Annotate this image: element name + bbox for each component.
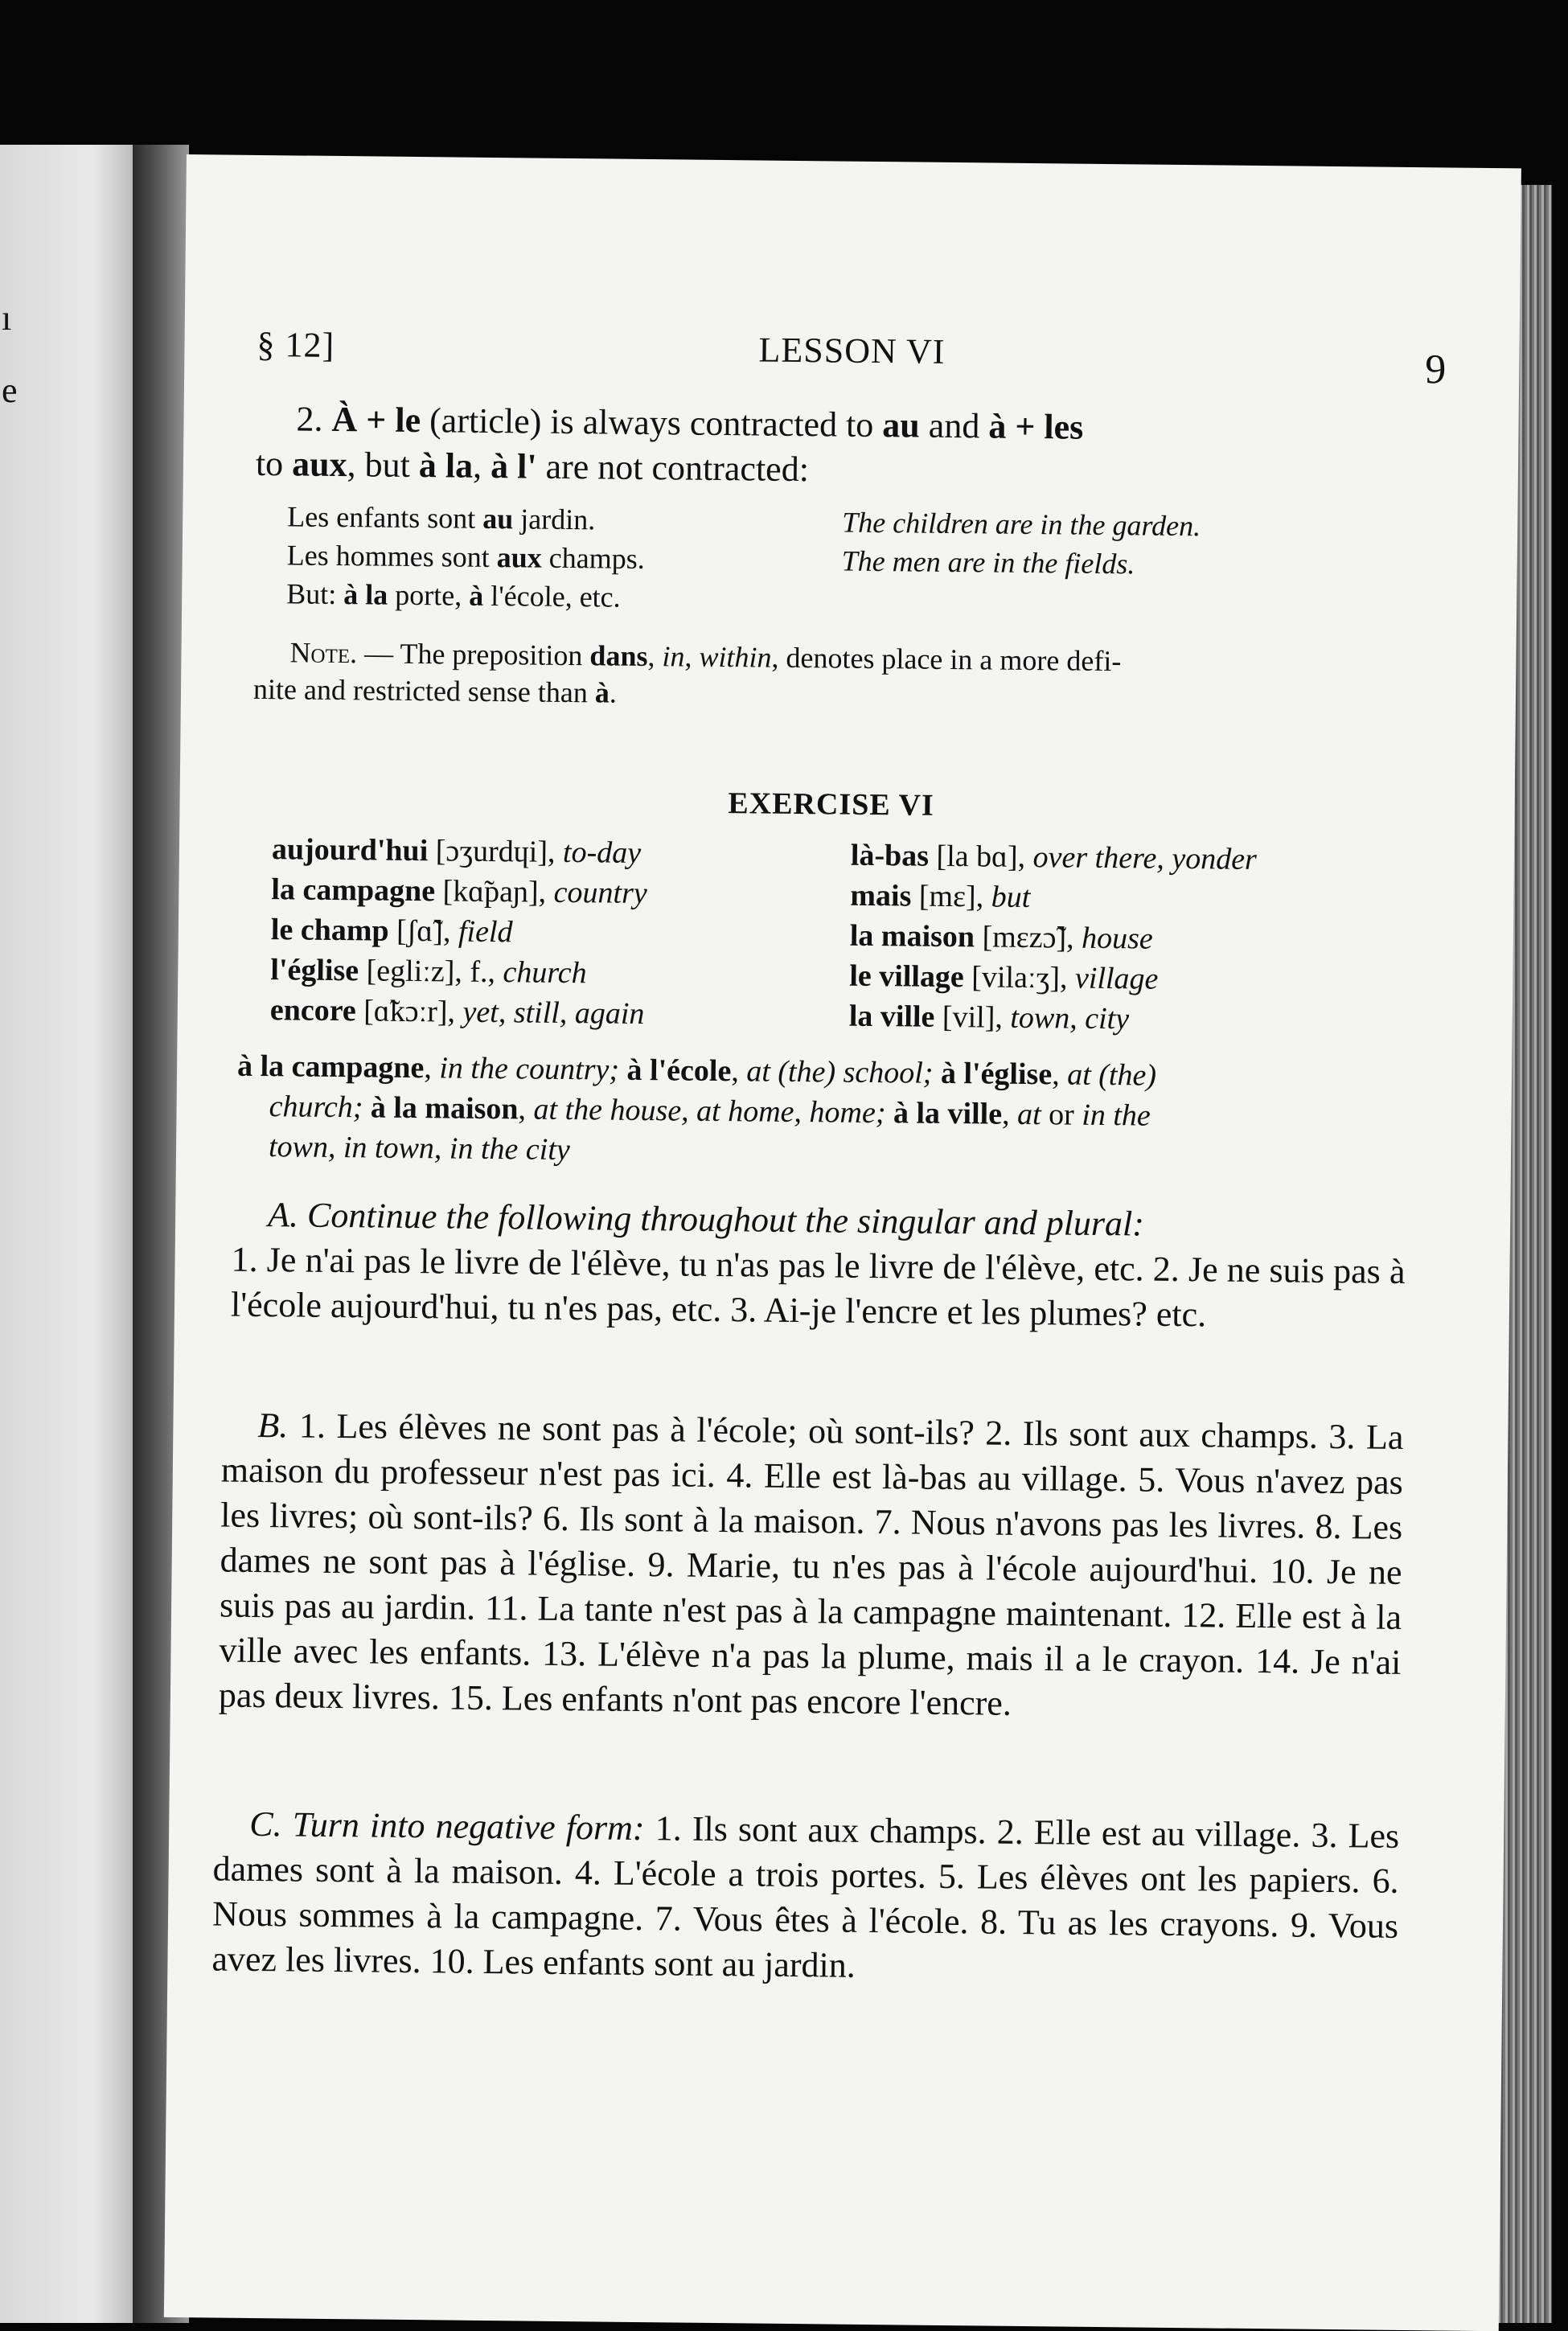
- exercise-title: EXERCISE VI: [728, 786, 934, 823]
- bold-term: à + les: [988, 406, 1084, 447]
- text-run: ,: [424, 1051, 440, 1085]
- vocab-entry: [849, 996, 1428, 1043]
- section-a: [231, 1192, 1406, 1340]
- section-b-label: B.: [257, 1406, 289, 1446]
- vocab-entry: [849, 956, 1428, 1003]
- text-run: porte,: [388, 578, 470, 612]
- vocab-pronunciation: [egliːz], f.,: [358, 954, 503, 990]
- vocab-meaning: town, city: [1010, 1000, 1130, 1036]
- section-c-text: 1. Ils sont aux champs. 2. Elle est au village. 3. Les dames sont à la maison. 4. L'école a trois portes. 5. Les élèves ont les papiers. 6. Nous sommes à la campagne. 7. Vous êtes à l'école. 8. Tu as les crayons. 9. Vous avez les livres. 10. Les enfants sont au jardin.: [211, 1808, 1400, 1985]
- vocab-entry: [271, 869, 850, 916]
- bold-term: au: [882, 405, 921, 445]
- text-run: ,: [731, 1054, 747, 1089]
- text-run: to: [255, 443, 293, 484]
- example-english: The men are in the fields.: [841, 544, 1135, 581]
- bold-term: à l': [490, 445, 537, 486]
- bold-term: à la: [343, 578, 388, 611]
- vocab-entry: [851, 835, 1430, 882]
- vocab-meaning: yet, still, again: [462, 995, 645, 1032]
- text-run: Les hommes sont: [286, 539, 497, 574]
- section-a-heading: A. Continue the following throughout the singular and plural:: [267, 1195, 1145, 1244]
- text-run: ,: [472, 445, 491, 486]
- vocab-word: la campagne: [271, 872, 436, 909]
- vocab-word: la ville: [848, 999, 935, 1034]
- vocab-meaning: field: [458, 914, 513, 950]
- bold-term: aux: [496, 541, 542, 574]
- bold-term: À + le: [331, 399, 421, 441]
- bold-term: à l'école: [626, 1053, 732, 1089]
- example-french: [287, 536, 842, 580]
- phrase-line: [237, 1049, 1156, 1093]
- rule-line: [256, 444, 810, 489]
- note-label: Note.: [289, 636, 358, 670]
- left-page-fragment: e: [2, 371, 18, 410]
- phrase-line: [269, 1090, 1151, 1132]
- text-run: are not contracted:: [536, 446, 810, 490]
- text-run: jardin.: [513, 503, 596, 536]
- section-b: [219, 1403, 1404, 1730]
- text-run: — The preposition: [356, 637, 590, 672]
- section-a-text: 1. Je n'ai pas le livre de l'élève, tu n'as pas le livre de l'élève, etc. 2. Je ne suis pas à l'école aujourd'hui, tu n'es pas, etc. 3. Ai-je l'encre et les plumes? etc.: [230, 1239, 1406, 1335]
- italic-gloss: within: [699, 640, 772, 674]
- bold-term: à la ville: [893, 1096, 1003, 1131]
- vocab-entry: [850, 876, 1429, 922]
- vocab-pronunciation: [ɔʒurdɥi],: [428, 834, 564, 869]
- bold-term: à: [469, 579, 484, 612]
- section-b-text: 1. Les élèves ne sont pas à l'école; où sont-ils? 2. Ils sont aux champs. 3. La maison du professeur n'est pas ici. 4. Elle est là-bas au village. 5. Vous n'avez pas les livres; où sont-ils? 6. Ils sont à la maison. 7. Nous n'avons pas les livres. 8. Les dames ne sont pas à l'église. 9. Marie, tu n'es pas à l'école aujourd'hui. 10. Je ne suis pas au jardin. 11. La tante n'est pas à la campagne maintenant. 12. Elle est à la ville avec les enfants. 13. L'élève n'a pas la plume, mais il a le crayon. 14. Je n'ai pas deux livres. 15. Les enfants n'ont pas encore l'encre.: [218, 1406, 1404, 1723]
- vocab-pronunciation: [vilaːʒ],: [963, 960, 1076, 995]
- text-run: , denotes place in a more defi-: [771, 641, 1122, 678]
- section-c-heading: C. Turn into negative form:: [249, 1804, 645, 1849]
- italic-gloss: town, in town, in the city: [268, 1130, 570, 1168]
- vocab-pronunciation: [mɛzɔ̃],: [974, 920, 1082, 955]
- bold-term: à: [594, 676, 610, 709]
- italic-gloss: at (the): [1066, 1057, 1157, 1093]
- vocab-word: là-bas: [850, 838, 930, 873]
- text-run: ,: [1051, 1057, 1068, 1092]
- text-run: nite and restricted sense than: [252, 672, 596, 709]
- text-run: , but: [347, 445, 420, 486]
- vocab-pronunciation: [mɛ],: [911, 879, 991, 914]
- rule-number: 2.: [296, 399, 323, 439]
- vocab-column-right: [849, 835, 1430, 1043]
- text-run: Les enfants sont: [287, 500, 483, 535]
- vocab-meaning: to-day: [562, 835, 642, 870]
- running-header: [257, 324, 1447, 392]
- text-run: champs.: [541, 541, 645, 575]
- text-run: ,: [1001, 1097, 1018, 1131]
- vocab-entry: [270, 950, 849, 996]
- vocab-pronunciation: [ɑ̃kɔːr],: [355, 994, 463, 1029]
- bold-term: à l'église: [940, 1056, 1053, 1092]
- example-english: The children are in the garden.: [842, 506, 1201, 543]
- lesson-title: LESSON VI: [758, 330, 946, 371]
- vocab-word: mais: [850, 878, 912, 913]
- italic-gloss: at the house, at home, home;: [533, 1092, 886, 1131]
- bold-term: à la campagne: [236, 1049, 425, 1085]
- vocab-meaning: village: [1074, 961, 1159, 996]
- vocab-word: la maison: [849, 918, 975, 954]
- vocab-pronunciation: [la bɑ],: [928, 839, 1033, 875]
- italic-gloss: in: [662, 640, 685, 673]
- italic-gloss: in the: [1082, 1098, 1151, 1133]
- contraction-rule: [256, 396, 1414, 499]
- text-run: .: [609, 676, 618, 709]
- section-marker: § 12]: [257, 324, 335, 365]
- page-number: 9: [1424, 347, 1447, 393]
- bold-term: au: [482, 502, 514, 536]
- vocab-meaning: church: [503, 955, 587, 991]
- phrase-line: [269, 1130, 570, 1167]
- italic-gloss: in the country;: [439, 1051, 620, 1087]
- vocab-pronunciation: [ʃɑ̃],: [388, 913, 459, 949]
- vocab-entry: [270, 990, 849, 1036]
- text-run: ,: [647, 640, 663, 673]
- vocab-entry: [850, 916, 1429, 962]
- examples-table: [286, 497, 1445, 625]
- text-run: But:: [286, 577, 344, 611]
- bold-term: à la maison: [370, 1090, 519, 1127]
- left-page-edge: [0, 145, 133, 2323]
- vocab-word: encore: [269, 993, 356, 1028]
- rule-line: [331, 400, 1083, 447]
- text-run: (article) is always contracted to: [420, 400, 883, 445]
- vocab-word: l'église: [270, 953, 359, 988]
- vocab-column-left: [270, 829, 852, 1036]
- phrases: [236, 1046, 1395, 1179]
- vocab-entry: [272, 829, 851, 876]
- bold-term: à la: [418, 445, 474, 486]
- left-page-fragment: ı: [2, 298, 12, 338]
- vocab-word: le village: [849, 958, 965, 995]
- text-run: [933, 1057, 941, 1090]
- note-line: [357, 637, 1122, 677]
- example-french: [286, 574, 841, 618]
- vocab-pronunciation: [kɑ̃paɲ],: [434, 874, 554, 909]
- vocab-pronunciation: [vil],: [934, 999, 1011, 1035]
- book-page: [164, 154, 1521, 2331]
- vocab-meaning: house: [1081, 921, 1153, 956]
- vocab-entry: [271, 909, 850, 956]
- vocab-word: le champ: [270, 913, 389, 948]
- example-french: [287, 497, 842, 541]
- italic-gloss: church;: [269, 1090, 363, 1125]
- vocab-meaning: country: [553, 875, 647, 911]
- italic-gloss: at: [1016, 1097, 1041, 1132]
- text-run: l'école, etc.: [483, 579, 621, 614]
- bold-term: aux: [291, 444, 347, 485]
- vocab-meaning: but: [991, 880, 1031, 915]
- vocab-word: aujourd'hui: [271, 832, 429, 868]
- italic-gloss: at (the) school;: [746, 1054, 934, 1090]
- bold-term: dans: [589, 639, 648, 673]
- section-c: [211, 1801, 1399, 1993]
- note-line: [253, 673, 617, 709]
- text-run: ,: [684, 640, 700, 673]
- text-run: and: [919, 405, 989, 446]
- note: [253, 634, 1412, 720]
- vocabulary-list: [270, 829, 1430, 1042]
- vocab-meaning: over there, yonder: [1032, 840, 1258, 876]
- text-run: or: [1041, 1098, 1082, 1132]
- text-run: ,: [518, 1092, 534, 1127]
